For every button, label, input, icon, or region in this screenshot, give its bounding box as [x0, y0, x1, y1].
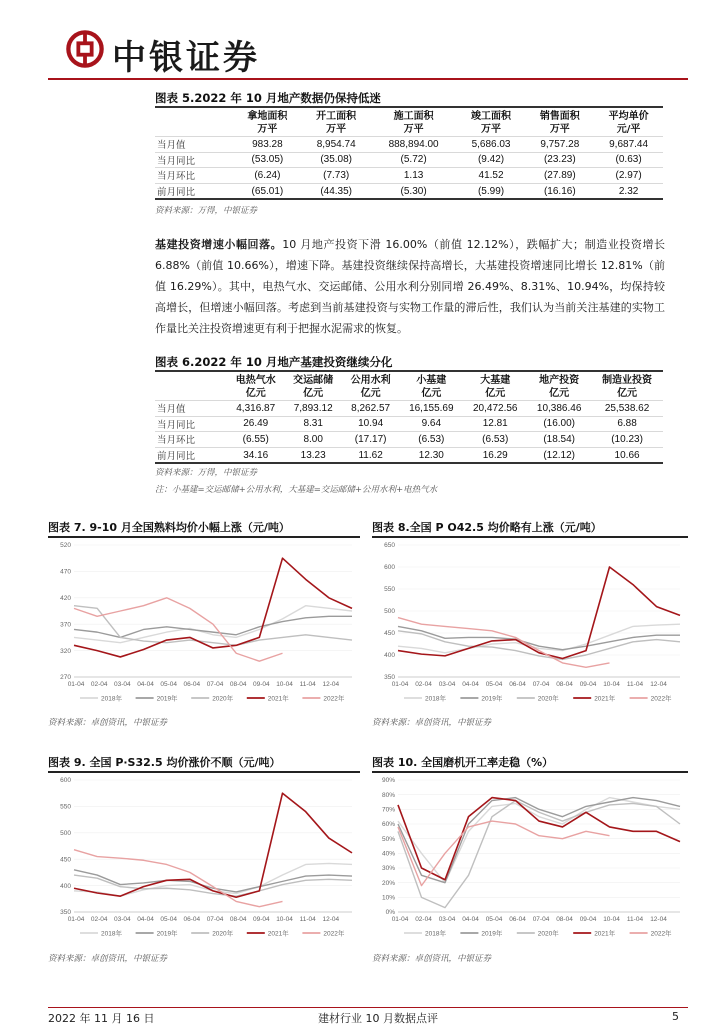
- column-name: 销售面积: [539, 111, 580, 122]
- table-cell: 9.64: [399, 416, 463, 432]
- x-tick-label: 09-04: [579, 681, 597, 688]
- x-tick-label: 11-04: [626, 916, 644, 923]
- chart7: [48, 539, 360, 707]
- series-line-2018年: [398, 624, 680, 653]
- y-tick-label: 30%: [381, 865, 395, 873]
- chart-svg: [48, 539, 360, 707]
- x-tick-label: 10-04: [276, 916, 293, 923]
- x-tick-label: 07-04: [532, 681, 550, 688]
- table5-title: 图表 5.2022 年 10 月地产数据仍保持低迷: [155, 91, 381, 105]
- table-cell: 888,894.00: [371, 137, 457, 153]
- column-name: 大基建: [480, 375, 511, 386]
- x-tick-label: 01-04: [67, 681, 85, 688]
- series-line-2021年: [398, 567, 680, 659]
- x-tick-label: 07-04: [206, 916, 224, 923]
- x-tick-label: 08-04: [556, 916, 573, 923]
- column-name: 制造业投资: [602, 375, 653, 386]
- table6-header-row: [155, 373, 663, 401]
- x-tick-label: 09-04: [579, 916, 597, 923]
- y-tick-label: 350: [60, 909, 71, 917]
- y-tick-label: 600: [60, 777, 71, 785]
- table5-source: 资料来源：万得，中银证券: [155, 206, 258, 216]
- column-name: 地产投资: [539, 375, 580, 386]
- y-tick-label: 350: [384, 674, 395, 682]
- column-unit: 亿元: [303, 388, 324, 399]
- y-tick-label: 320: [60, 647, 71, 655]
- y-tick-label: 0%: [385, 909, 395, 917]
- x-tick-label: 08-04: [556, 681, 573, 688]
- table6-source: 资料来源：万得，中银证券: [155, 468, 258, 478]
- chart8-title: 图表 8.全国 P O42.5 均价略有上涨（元/吨）: [372, 521, 602, 534]
- series-line-2018年: [398, 798, 680, 883]
- table-cell: 1.13: [371, 168, 457, 184]
- table-cell: (5.72): [371, 152, 457, 168]
- table-cell: (6.55): [227, 432, 284, 448]
- header-cell-empty: [155, 373, 227, 401]
- x-tick-label: 11-04: [626, 681, 644, 688]
- legend-label: 2018年: [425, 695, 446, 703]
- column-name: 开工面积: [316, 111, 357, 122]
- table5-top-rule: [155, 106, 663, 108]
- x-tick-label: 08-04: [229, 681, 247, 688]
- table-cell: 9,687.44: [594, 137, 663, 153]
- column-name: 拿地面积: [247, 111, 288, 122]
- table-cell: 16.29: [463, 447, 527, 463]
- table-cell: 8.31: [284, 416, 341, 432]
- x-tick-label: 12-04: [650, 681, 667, 688]
- x-tick-label: 05-04: [485, 916, 503, 923]
- legend-label: 2020年: [537, 695, 559, 703]
- row-label: 当月同比: [155, 152, 233, 168]
- y-tick-label: 50%: [381, 835, 395, 843]
- x-tick-label: 02-04: [415, 916, 432, 923]
- table-cell: (27.89): [525, 168, 594, 184]
- table-row: [155, 432, 663, 448]
- legend-label: 2018年: [101, 930, 122, 938]
- table-cell: (2.97): [594, 168, 663, 184]
- paragraph-body: 10 月地产投资下滑 16.00%（前值 12.12%），跌幅扩大；制造业投资增长 6.88%（前值 10.66%），增速下降。基建投资继续保持高增长，大基建投资增速同比增长 12.81%（前值 16.29%）。其中，电热气水、交运邮储、公用水利分别同增 26.49%、8.31%、10.94%，均保持较高增长，但增速小幅回落。考虑到当前基建投资与实物工作量的滞后性，我们认为当前关注基建的实物工作量比关注投资增速更有利于把握水泥需求的恢复。: [155, 238, 666, 335]
- table-cell: (16.00): [527, 416, 591, 432]
- legend-label: 2022年: [323, 695, 345, 703]
- column-name: 小基建: [416, 375, 447, 386]
- series-line-2022年: [398, 618, 610, 668]
- chart7-title: 图表 7. 9-10 月全国熟料均价小幅上涨（元/吨）: [48, 521, 290, 534]
- x-tick-label: 04-04: [462, 681, 479, 688]
- table-cell: 11.62: [342, 447, 399, 463]
- x-tick-label: 05-04: [485, 681, 503, 688]
- table-cell: 16,155.69: [399, 401, 463, 417]
- chart10: [372, 774, 688, 942]
- column-header: [227, 373, 284, 401]
- column-header: [594, 109, 663, 137]
- chart9-top-rule: [48, 771, 360, 773]
- table-row: [155, 183, 663, 199]
- table-cell: (9.42): [457, 152, 526, 168]
- table-cell: (7.73): [302, 168, 371, 184]
- chart10-source: 资料来源：卓创资讯，中银证券: [372, 954, 492, 964]
- column-unit: 万平: [257, 124, 278, 135]
- table-cell: (16.16): [525, 183, 594, 199]
- table-cell: (0.63): [594, 152, 663, 168]
- table5-bottom-rule: [155, 198, 663, 200]
- x-tick-label: 03-04: [438, 681, 456, 688]
- x-tick-label: 07-04: [532, 916, 550, 923]
- x-tick-label: 01-04: [67, 916, 85, 923]
- table-cell: (5.30): [371, 183, 457, 199]
- legend-label: 2020年: [212, 930, 234, 938]
- table-cell: (10.23): [591, 432, 663, 448]
- body-paragraph: [155, 234, 665, 339]
- x-tick-label: 05-04: [160, 916, 177, 923]
- x-tick-label: 11-04: [299, 916, 316, 923]
- column-header: [342, 373, 399, 401]
- table6-bottom-rule: [155, 462, 663, 464]
- table-cell: 10.66: [591, 447, 663, 463]
- legend-label: 2021年: [267, 695, 289, 703]
- column-header: [591, 373, 663, 401]
- table6: [155, 373, 663, 463]
- y-tick-label: 450: [60, 856, 71, 864]
- footer-divider: [48, 1007, 688, 1008]
- chart9-source: 资料来源：卓创资讯，中银证券: [48, 954, 168, 964]
- y-tick-label: 650: [384, 542, 395, 550]
- y-tick-label: 370: [60, 621, 71, 629]
- y-tick-label: 500: [60, 830, 71, 837]
- column-header: [463, 373, 527, 401]
- y-tick-label: 80%: [381, 791, 395, 799]
- brand-name: 中银证券: [112, 38, 260, 78]
- y-tick-label: 450: [384, 630, 395, 638]
- legend-label: 2022年: [650, 695, 672, 703]
- column-unit: 亿元: [617, 388, 638, 399]
- legend-label: 2018年: [101, 695, 122, 703]
- x-tick-label: 06-04: [509, 681, 526, 688]
- y-tick-label: 550: [60, 803, 71, 811]
- series-line-2019年: [74, 870, 352, 892]
- legend-label: 2018年: [425, 930, 446, 938]
- row-label: 前月同比: [155, 183, 233, 199]
- column-header: [457, 109, 526, 137]
- chart8: [372, 539, 688, 707]
- column-header: [527, 373, 591, 401]
- y-tick-label: 70%: [381, 806, 395, 814]
- table-row: [155, 168, 663, 184]
- x-tick-label: 10-04: [603, 681, 620, 688]
- column-unit: 万平: [326, 124, 347, 135]
- table-cell: (6.24): [233, 168, 302, 184]
- x-tick-label: 12-04: [322, 681, 340, 688]
- y-tick-label: 60%: [381, 821, 395, 829]
- legend-label: 2021年: [267, 930, 289, 938]
- column-name: 施工面积: [393, 111, 434, 122]
- x-tick-label: 02-04: [90, 916, 108, 923]
- legend-label: 2021年: [594, 930, 616, 938]
- chart10-top-rule: [372, 771, 688, 773]
- column-header: [399, 373, 463, 401]
- legend-label: 2022年: [650, 930, 672, 938]
- table-cell: (35.08): [302, 152, 371, 168]
- chart8-top-rule: [372, 536, 688, 538]
- table-cell: 7,893.12: [284, 401, 341, 417]
- column-name: 交运邮储: [293, 375, 334, 386]
- x-tick-label: 10-04: [603, 916, 620, 923]
- table-cell: (44.35): [302, 183, 371, 199]
- y-tick-label: 470: [60, 568, 71, 576]
- column-header: [302, 109, 371, 137]
- row-label: 前月同比: [155, 447, 227, 463]
- table-cell: 12.30: [399, 447, 463, 463]
- y-tick-label: 550: [384, 586, 395, 594]
- legend-label: 2019年: [481, 695, 503, 703]
- page-number: 5: [672, 1010, 679, 1023]
- legend-label: 2019年: [156, 695, 178, 703]
- header-cell-empty: [155, 109, 233, 137]
- footer-title: 建材行业 10 月数据点评: [318, 1012, 438, 1024]
- page-header: [48, 26, 688, 76]
- column-unit: 万平: [481, 124, 502, 135]
- x-tick-label: 03-04: [438, 916, 456, 923]
- table-row: [155, 137, 663, 153]
- table-cell: (53.05): [233, 152, 302, 168]
- column-name: 电热气水: [235, 375, 276, 386]
- legend-label: 2019年: [156, 930, 178, 938]
- x-tick-label: 11-04: [299, 681, 316, 688]
- column-unit: 亿元: [485, 388, 506, 399]
- table-cell: (6.53): [463, 432, 527, 448]
- y-tick-label: 500: [384, 608, 395, 616]
- chart10-title: 图表 10. 全国磨机开工率走稳（%）: [372, 756, 554, 769]
- column-name: 竣工面积: [471, 111, 512, 122]
- table-cell: 13.23: [284, 447, 341, 463]
- y-tick-label: 600: [384, 564, 395, 572]
- chart9-title: 图表 9. 全国 P·S32.5 均价涨价不顺（元/吨）: [48, 756, 281, 769]
- table-cell: 2.32: [594, 183, 663, 199]
- x-tick-label: 10-04: [276, 681, 293, 688]
- x-tick-label: 03-04: [114, 681, 131, 688]
- series-line-2019年: [398, 798, 680, 883]
- table-cell: 20,472.56: [463, 401, 527, 417]
- column-header: [284, 373, 341, 401]
- table-cell: (5.99): [457, 183, 526, 199]
- table-cell: 25,538.62: [591, 401, 663, 417]
- column-unit: 万平: [403, 124, 424, 135]
- column-unit: 亿元: [245, 388, 266, 399]
- table-cell: (12.12): [527, 447, 591, 463]
- y-tick-label: 10%: [381, 894, 395, 902]
- series-line-2021年: [74, 793, 352, 897]
- chart-svg: [48, 774, 360, 942]
- x-tick-label: 09-04: [253, 916, 270, 923]
- x-tick-label: 06-04: [509, 916, 526, 923]
- table6-top-rule: [155, 370, 663, 372]
- x-tick-label: 12-04: [322, 916, 340, 923]
- chart7-source: 资料来源：卓创资讯，中银证券: [48, 718, 168, 728]
- paragraph-lead: 基建投资增速小幅回落。: [155, 238, 283, 251]
- table5: [155, 109, 663, 199]
- table-cell: 5,686.03: [457, 137, 526, 153]
- series-line-2019年: [398, 626, 680, 649]
- row-label: 当月值: [155, 401, 227, 417]
- legend-label: 2020年: [212, 695, 234, 703]
- table6-title: 图表 6.2022 年 10 月地产基建投资继续分化: [155, 355, 393, 369]
- legend-label: 2021年: [594, 695, 616, 703]
- column-header: [525, 109, 594, 137]
- x-tick-label: 02-04: [90, 681, 108, 688]
- y-tick-label: 400: [384, 652, 395, 660]
- x-tick-label: 12-04: [650, 916, 667, 923]
- column-unit: 亿元: [421, 388, 442, 399]
- table-cell: (6.53): [399, 432, 463, 448]
- table-cell: 41.52: [457, 168, 526, 184]
- table6-note: 注：小基建=交运邮储+公用水利，大基建=交运邮储+公用水利+电热气水: [155, 485, 438, 495]
- table-cell: 9,757.28: [525, 137, 594, 153]
- x-tick-label: 04-04: [137, 681, 154, 688]
- column-unit: 亿元: [360, 388, 381, 399]
- chart9: [48, 774, 360, 942]
- x-tick-label: 09-04: [253, 681, 270, 688]
- table-cell: 10,386.46: [527, 401, 591, 417]
- chart7-top-rule: [48, 536, 360, 538]
- table-row: [155, 447, 663, 463]
- x-tick-label: 04-04: [462, 916, 479, 923]
- table-cell: 26.49: [227, 416, 284, 432]
- table-cell: 6.88: [591, 416, 663, 432]
- table5-header-row: [155, 109, 663, 137]
- column-name: 公用水利: [350, 375, 391, 386]
- y-tick-label: 270: [60, 674, 71, 682]
- table-row: [155, 401, 663, 417]
- y-tick-label: 90%: [381, 777, 395, 785]
- column-unit: 亿元: [549, 388, 570, 399]
- legend-label: 2019年: [481, 930, 503, 938]
- table-cell: 34.16: [227, 447, 284, 463]
- table-row: [155, 152, 663, 168]
- table-row: [155, 416, 663, 432]
- table-cell: (18.54): [527, 432, 591, 448]
- table-cell: 983.28: [233, 137, 302, 153]
- header-divider: [48, 78, 688, 80]
- column-unit: 万平: [549, 124, 570, 135]
- row-label: 当月同比: [155, 416, 227, 432]
- x-tick-label: 01-04: [391, 916, 409, 923]
- column-header: [233, 109, 302, 137]
- table-cell: 8,262.57: [342, 401, 399, 417]
- y-tick-label: 420: [60, 595, 71, 602]
- x-tick-label: 08-04: [229, 916, 247, 923]
- y-tick-label: 400: [60, 882, 71, 890]
- table-cell: 4,316.87: [227, 401, 284, 417]
- y-tick-label: 520: [60, 542, 71, 550]
- legend-label: 2022年: [323, 930, 345, 938]
- table-cell: 8.00: [284, 432, 341, 448]
- x-tick-label: 06-04: [183, 916, 201, 923]
- column-unit: 元/平: [616, 124, 641, 135]
- table-cell: (65.01): [233, 183, 302, 199]
- chart-svg: [372, 774, 688, 942]
- x-tick-label: 05-04: [160, 681, 177, 688]
- row-label: 当月环比: [155, 432, 227, 448]
- table-cell: (17.17): [342, 432, 399, 448]
- column-header: [371, 109, 457, 137]
- x-tick-label: 04-04: [137, 916, 154, 923]
- column-name: 平均单价: [608, 111, 649, 122]
- row-label: 当月环比: [155, 168, 233, 184]
- table-cell: 8,954.74: [302, 137, 371, 153]
- bank-of-china-logo-icon: [66, 30, 104, 68]
- x-tick-label: 07-04: [206, 681, 224, 688]
- row-label: 当月值: [155, 137, 233, 153]
- table-cell: (23.23): [525, 152, 594, 168]
- chart8-source: 资料来源：卓创资讯，中银证券: [372, 718, 492, 728]
- table-cell: 12.81: [463, 416, 527, 432]
- x-tick-label: 03-04: [114, 916, 131, 923]
- x-tick-label: 02-04: [415, 681, 432, 688]
- x-tick-label: 01-04: [391, 681, 409, 688]
- chart-svg: [372, 539, 688, 707]
- legend-label: 2020年: [537, 930, 559, 938]
- table-cell: 10.94: [342, 416, 399, 432]
- y-tick-label: 40%: [381, 850, 395, 858]
- y-tick-label: 20%: [381, 879, 395, 887]
- footer-date: 2022 年 11 月 16 日: [48, 1012, 155, 1024]
- x-tick-label: 06-04: [183, 681, 201, 688]
